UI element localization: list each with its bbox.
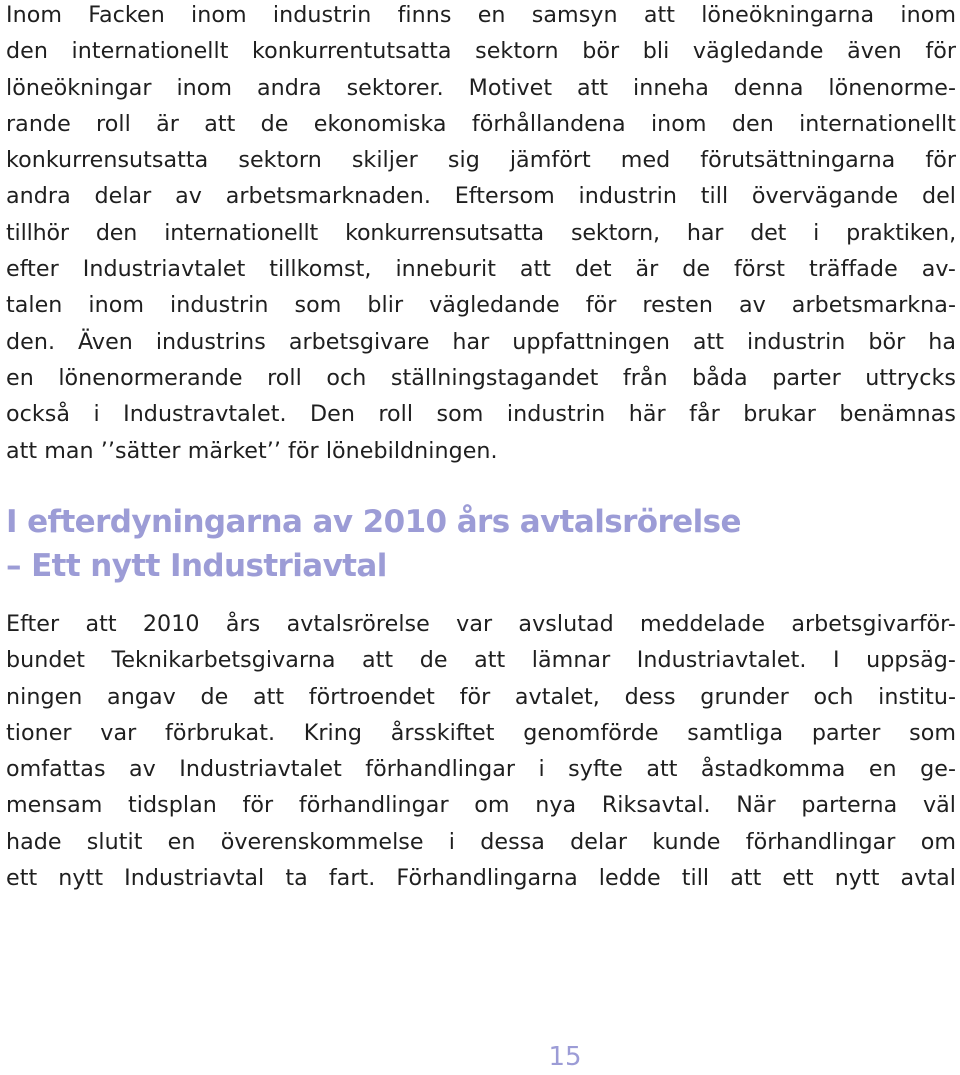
paragraph-line: mensam tidsplan för förhandlingar om nya Riksavtal. När parterna väl [6,792,956,819]
paragraph-line: efter Industriavtalet tillkomst, inneburit att det är de först träffade av- [6,256,956,283]
section-heading [6,500,741,588]
paragraph-line: talen inom industrin som blir vägledande för resten av arbetsmarkna- [6,292,956,319]
paragraph-line: tillhör den internationellt konkurrensutsatta sektorn, har det i praktiken, [6,219,956,246]
body-paragraph-2 [6,606,956,896]
body-paragraph-1 [6,0,956,469]
paragraph-line: ett nytt Industriavtal ta fart. Förhandlingarna ledde till att ett nytt avtal [6,865,956,892]
paragraph-line: en lönenormerande roll och ställningstagandet från båda parter uttrycks [6,364,956,391]
paragraph-line: Efter att 2010 års avtalsrörelse var avslutad meddelade arbetsgivarför- [6,611,956,637]
paragraph-line: omfattas av Industriavtalet förhandlingar i syfte att åstadkomma en ge- [6,756,956,783]
paragraph-line: rande roll är att de ekonomiska förhållandena inom den internationellt [6,110,956,137]
paragraph-line: att man ’’sätter märket’’ för lönebildningen. [6,437,498,464]
paragraph-line: hade slutit en överenskommelse i dessa delar kunde förhandlingar om [6,828,956,855]
section-heading-line-1: I efterdyningarna av 2010 års avtalsrörelse [6,504,741,540]
paragraph-line: konkurrensutsatta sektorn skiljer sig jämfört med förutsättningarna för [6,147,956,174]
paragraph-line: bundet Teknikarbetsgivarna att de att lämnar Industriavtalet. I uppsäg- [6,647,956,674]
page-number: 15 [548,1042,582,1072]
paragraph-line: Inom Facken inom industrin finns en samsyn att löneökningarna inom [6,2,956,28]
paragraph-line: den. Även industrins arbetsgivare har uppfattningen att industrin bör ha [6,328,956,355]
paragraph-line: tioner var förbrukat. Kring årsskiftet genomförde samtliga parter som [6,719,956,746]
section-heading-line-2: – Ett nytt Industriavtal [6,548,387,584]
paragraph-line: också i Industravtalet. Den roll som industrin här får brukar benämnas [6,401,956,428]
paragraph-line: den internationellt konkurrentutsatta sektorn bör bli vägledande även för [6,38,956,65]
paragraph-line: andra delar av arbetsmarknaden. Eftersom industrin till övervägande del [6,183,956,210]
paragraph-line: ningen angav de att förtroendet för avtalet, dess grunder och institu- [6,683,956,710]
paragraph-line: löneökningar inom andra sektorer. Motivet att inneha denna lönenorme- [6,74,956,101]
